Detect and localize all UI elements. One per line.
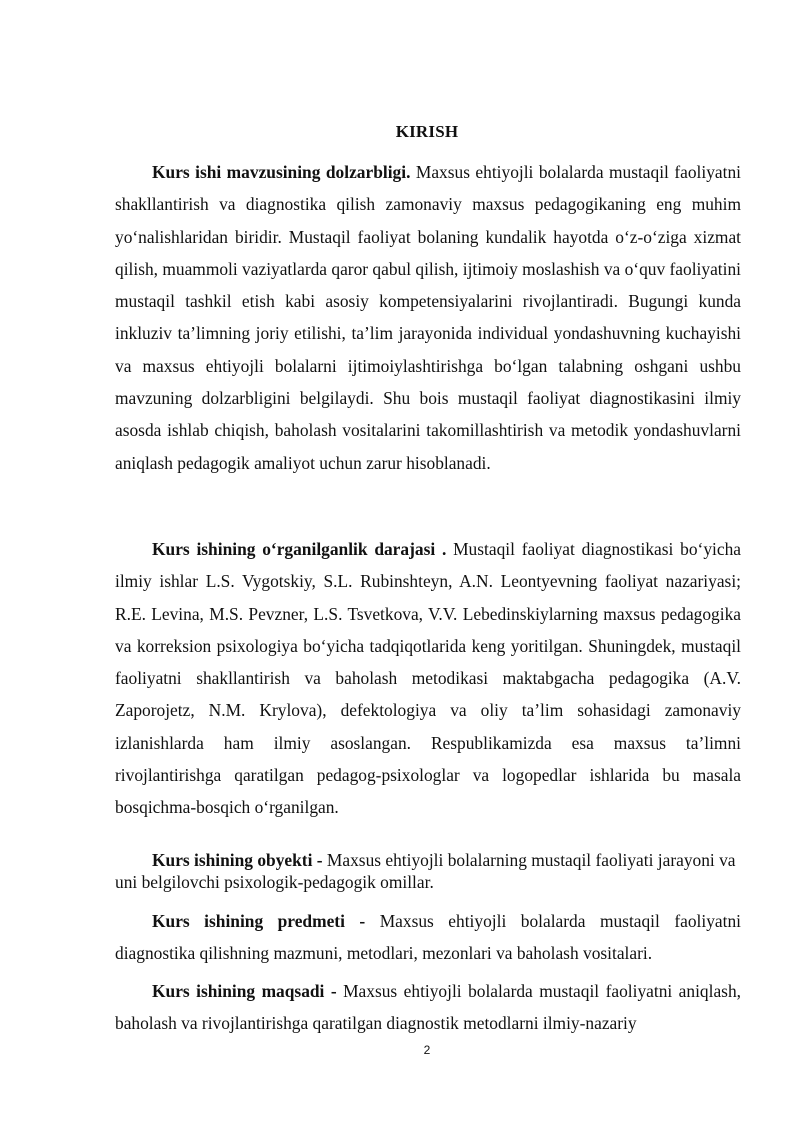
- paragraph-relevance: [115, 156, 741, 479]
- paragraph-lead: Kurs ishining obyekti -: [152, 850, 323, 870]
- paragraph-lead: Kurs ishining predmeti -: [152, 911, 366, 931]
- paragraph-text: Maxsus ehtiyojli bolalarning mustaqil faoliyati jarayoni va uni belgilovchi psixologik-pedagogik omillar.: [115, 850, 736, 892]
- paragraph-object: [115, 849, 741, 893]
- paragraph-goal: [115, 975, 741, 1040]
- paragraph-subject: [115, 905, 741, 970]
- page-title: KIRISH: [395, 122, 459, 141]
- paragraph-study-level: [115, 533, 741, 824]
- paragraph-lead: Kurs ishining oʻrganilganlik darajasi .: [152, 539, 447, 559]
- paragraph-text: Mustaqil faoliyat diagnostikasi boʻyicha ilmiy ishlar L.S. Vygotskiy, S.L. Rubinshteyn, A.N. Leontyevning faoliyat nazariyasi; R.E. Levina, M.S. Pevzner, L.S. Tsvetkova, V.V. Lebedinskiylarning maxsus pedagogika va korreksion psixologiya boʻyicha tadqiqotlarida keng yoritilgan. Shuningdek, mustaqil faoliyatni shakllantirish va baholash metodikasi maktabgacha pedagogika (A.V. Zaporojetz, N.M. Krylova), defektologiya va oliy taʼlim sohasidagi zamonaviy izlanishlarda ham ilmiy asoslangan. Respublikamizda esa maxsus taʼlimni rivojlantirishga qaratilgan pedagog-psixologlar va logopedlar ishlarida bu masala bosqichma-bosqich oʻrganilgan.: [115, 539, 741, 818]
- paragraph-text: Maxsus ehtiyojli bolalarda mustaqil faoliyatni shakllantirish va diagnostika qilish zamonaviy maxsus pedagogikaning eng muhim yoʻnalishlaridan biridir. Mustaqil faoliyat bolaning kundalik hayotda oʻz-oʻziga xizmat qilish, muammoli vaziyatlarda qaror qabul qilish, ijtimoiy moslashish va oʻquv faoliyatini mustaqil tashkil etish kabi asosiy kompetensiyalarini rivojlantiradi. Bugungi kunda inkluziv taʼlimning joriy etilishi, taʼlim jarayonida individual yondashuvning kuchayishi va maxsus ehtiyojli bolalarni ijtimoiylashtirishga boʻlgan talabning oshgani ushbu mavzuning dolzarbligini belgilaydi. Shu bois mustaqil faoliyat diagnostikasini ilmiy asosda ishlab chiqish, baholash vositalarini takomillashtirish va metodik yondashuvlarni aniqlash pedagogik amaliyot uchun zarur hisoblanadi.: [115, 162, 741, 473]
- paragraph-lead: Kurs ishining maqsadi -: [152, 981, 337, 1001]
- paragraph-text: Maxsus ehtiyojli bolalarda mustaqil faoliyatni diagnostika qilishning mazmuni, metodlari, mezonlari va baholash vositalari.: [115, 911, 741, 964]
- paragraph-text: Maxsus ehtiyojli bolalarda mustaqil faoliyatni aniqlash, baholash va rivojlantirishga qaratilgan diagnostik metodlarni ilmiy-nazariy: [115, 981, 741, 1034]
- page-number: 2: [423, 1043, 431, 1057]
- paragraph-lead: Kurs ishi mavzusining dolzarbligi.: [152, 162, 411, 182]
